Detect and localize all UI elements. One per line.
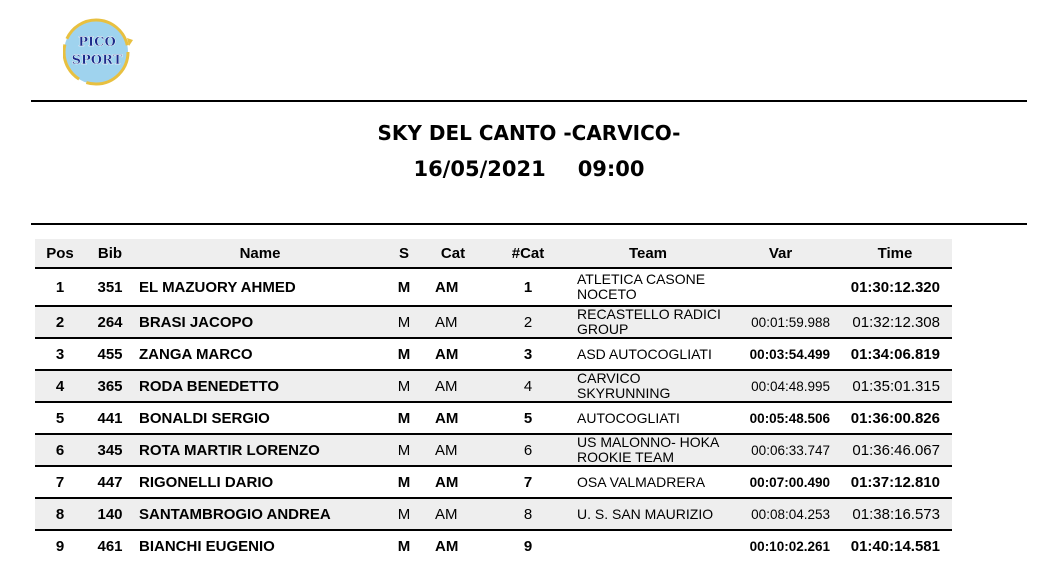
cell-cat: AM xyxy=(423,338,483,370)
cell-catpos: 9 xyxy=(483,530,573,561)
cell-catpos: 1 xyxy=(483,268,573,306)
cell-pos: 3 xyxy=(35,338,85,370)
cell-bib: 455 xyxy=(85,338,135,370)
cell-catpos: 4 xyxy=(483,370,573,402)
cell-name: ZANGA MARCO xyxy=(135,338,385,370)
cell-cat: AM xyxy=(423,498,483,530)
cell-bib: 140 xyxy=(85,498,135,530)
event-time: 09:00 xyxy=(577,157,645,181)
table-divider xyxy=(31,223,1027,225)
event-date: 16/05/2021 xyxy=(413,157,546,181)
cell-team: AUTOCOGLIATI xyxy=(573,402,723,434)
cell-var: 00:03:54.499 xyxy=(723,338,838,370)
table-row xyxy=(35,402,952,434)
cell-bib: 351 xyxy=(85,268,135,306)
cell-name: ROTA MARTIR LORENZO xyxy=(135,434,385,466)
cell-catpos: 3 xyxy=(483,338,573,370)
cell-team: CARVICO SKYRUNNING xyxy=(573,370,723,402)
cell-cat: AM xyxy=(423,466,483,498)
cell-cat: AM xyxy=(423,434,483,466)
results-table xyxy=(35,239,952,561)
cell-pos: 8 xyxy=(35,498,85,530)
header-catpos: #Cat xyxy=(483,239,573,268)
cell-bib: 441 xyxy=(85,402,135,434)
cell-bib: 447 xyxy=(85,466,135,498)
logo-line2: SPORT xyxy=(71,53,123,68)
cell-team: US MALONNO- HOKA ROOKIE TEAM xyxy=(573,434,723,466)
cell-catpos: 8 xyxy=(483,498,573,530)
cell-time: 01:32:12.308 xyxy=(838,306,952,338)
cell-pos: 9 xyxy=(35,530,85,561)
cell-bib: 345 xyxy=(85,434,135,466)
cell-sex: M xyxy=(385,434,423,466)
cell-time: 01:30:12.320 xyxy=(838,268,952,306)
cell-pos: 2 xyxy=(35,306,85,338)
table-row xyxy=(35,338,952,370)
cell-sex: M xyxy=(385,530,423,561)
cell-bib: 264 xyxy=(85,306,135,338)
cell-sex: M xyxy=(385,498,423,530)
cell-sex: M xyxy=(385,306,423,338)
table-header-row xyxy=(35,239,952,268)
cell-name: EL MAZUORY AHMED xyxy=(135,268,385,306)
cell-time: 01:37:12.810 xyxy=(838,466,952,498)
cell-catpos: 6 xyxy=(483,434,573,466)
cell-sex: M xyxy=(385,268,423,306)
table-row xyxy=(35,466,952,498)
cell-var: 00:08:04.253 xyxy=(723,498,838,530)
event-title: SKY DEL CANTO -CARVICO- xyxy=(377,121,681,145)
cell-catpos: 5 xyxy=(483,402,573,434)
cell-cat: AM xyxy=(423,306,483,338)
table-row xyxy=(35,268,952,306)
cell-cat: AM xyxy=(423,530,483,561)
cell-name: BONALDI SERGIO xyxy=(135,402,385,434)
header-var: Var xyxy=(723,239,838,268)
cell-sex: M xyxy=(385,466,423,498)
table-row xyxy=(35,370,952,402)
cell-time: 01:38:16.573 xyxy=(838,498,952,530)
pico-sport-logo xyxy=(63,18,133,88)
cell-name: SANTAMBROGIO ANDREA xyxy=(135,498,385,530)
cell-var: 00:05:48.506 xyxy=(723,402,838,434)
table-row xyxy=(35,434,952,466)
cell-var xyxy=(723,268,838,306)
table-row xyxy=(35,530,952,561)
header-team: Team xyxy=(573,239,723,268)
cell-pos: 7 xyxy=(35,466,85,498)
table-row xyxy=(35,306,952,338)
cell-catpos: 7 xyxy=(483,466,573,498)
cell-catpos: 2 xyxy=(483,306,573,338)
cell-team: ATLETICA CASONE NOCETO xyxy=(573,268,723,306)
cell-pos: 6 xyxy=(35,434,85,466)
cell-name: RODA BENEDETTO xyxy=(135,370,385,402)
header-bib: Bib xyxy=(85,239,135,268)
cell-sex: M xyxy=(385,338,423,370)
cell-var: 00:10:02.261 xyxy=(723,530,838,561)
cell-var: 00:06:33.747 xyxy=(723,434,838,466)
cell-team: ASD AUTOCOGLIATI xyxy=(573,338,723,370)
cell-team: RECASTELLO RADICI GROUP xyxy=(573,306,723,338)
cell-cat: AM xyxy=(423,370,483,402)
cell-time: 01:40:14.581 xyxy=(838,530,952,561)
header-name: Name xyxy=(135,239,385,268)
cell-cat: AM xyxy=(423,402,483,434)
header-time: Time xyxy=(838,239,952,268)
cell-var: 00:07:00.490 xyxy=(723,466,838,498)
cell-name: BIANCHI EUGENIO xyxy=(135,530,385,561)
cell-time: 01:35:01.315 xyxy=(838,370,952,402)
header-pos: Pos xyxy=(35,239,85,268)
event-datetime xyxy=(0,157,1058,181)
cell-sex: M xyxy=(385,370,423,402)
cell-pos: 4 xyxy=(35,370,85,402)
top-divider xyxy=(31,100,1027,102)
cell-sex: M xyxy=(385,402,423,434)
cell-time: 01:36:00.826 xyxy=(838,402,952,434)
header-sex: S xyxy=(385,239,423,268)
cell-bib: 461 xyxy=(85,530,135,561)
cell-bib: 365 xyxy=(85,370,135,402)
cell-team xyxy=(573,530,723,561)
cell-var: 00:01:59.988 xyxy=(723,306,838,338)
table-row xyxy=(35,498,952,530)
cell-team: U. S. SAN MAURIZIO xyxy=(573,498,723,530)
header-cat: Cat xyxy=(423,239,483,268)
cell-time: 01:36:46.067 xyxy=(838,434,952,466)
cell-pos: 1 xyxy=(35,268,85,306)
cell-pos: 5 xyxy=(35,402,85,434)
cell-name: RIGONELLI DARIO xyxy=(135,466,385,498)
cell-time: 01:34:06.819 xyxy=(838,338,952,370)
cell-var: 00:04:48.995 xyxy=(723,370,838,402)
cell-cat: AM xyxy=(423,268,483,306)
logo-line1: PICO xyxy=(78,35,116,50)
cell-team: OSA VALMADRERA xyxy=(573,466,723,498)
cell-name: BRASI JACOPO xyxy=(135,306,385,338)
